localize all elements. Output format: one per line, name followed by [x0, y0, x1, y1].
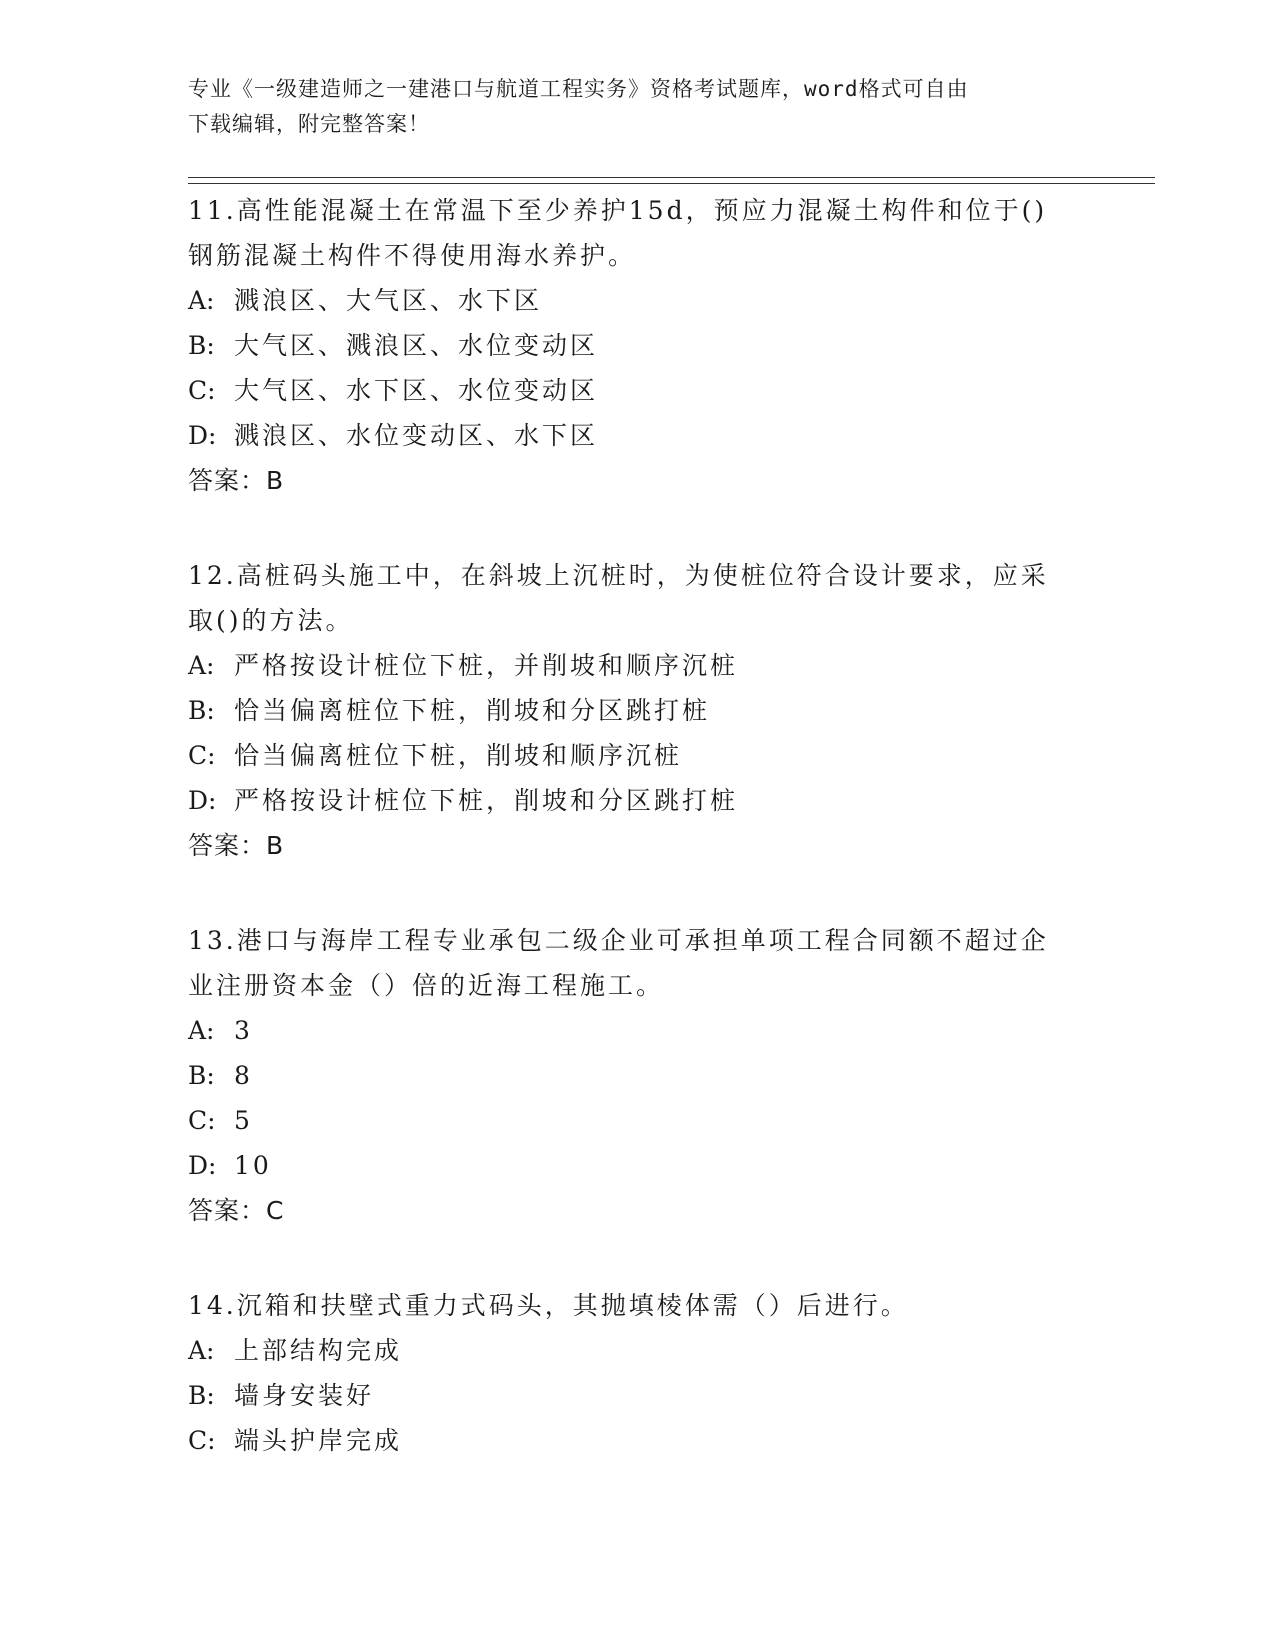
option-label: B: — [188, 696, 215, 725]
option-label: D: — [188, 421, 217, 450]
question-12 — [188, 553, 1088, 868]
option-text: 3 — [234, 1016, 253, 1045]
header-line-1: 专业《一级建造师之一建港口与航道工程实务》资格考试题库，word格式可自由 — [188, 77, 969, 101]
question-stem — [188, 918, 1088, 1008]
question-stem — [188, 188, 1088, 278]
option-b — [188, 323, 1088, 368]
question-stem-line: 13.港口与海岸工程专业承包二级企业可承担单项工程合同额不超过企 — [188, 926, 1049, 955]
question-11 — [188, 188, 1088, 503]
question-stem-line: 14.沉箱和扶壁式重力式码头，其抛填棱体需（）后进行。 — [188, 1291, 909, 1320]
option-text: 恰当偏离桩位下桩，削坡和分区跳打桩 — [234, 696, 711, 725]
option-label: A: — [188, 651, 215, 680]
answer-line: 答案：B — [188, 466, 285, 495]
option-text: 溅浪区、水位变动区、水下区 — [234, 421, 599, 450]
question-14 — [188, 1283, 1088, 1463]
question-stem-line: 12.高桩码头施工中，在斜坡上沉桩时，为使桩位符合设计要求，应采 — [188, 561, 1049, 590]
option-text: 大气区、水下区、水位变动区 — [234, 376, 599, 405]
option-a — [188, 643, 1088, 688]
question-stem-line: 业注册资本金（）倍的近海工程施工。 — [188, 971, 665, 1000]
document-header — [188, 72, 1068, 142]
option-a — [188, 1328, 1088, 1373]
option-label: C: — [188, 741, 216, 770]
option-text: 端头护岸完成 — [234, 1426, 403, 1455]
option-label: A: — [188, 286, 215, 315]
answer-line: 答案：C — [188, 1196, 285, 1225]
option-label: D: — [188, 1151, 217, 1180]
option-text: 大气区、溅浪区、水位变动区 — [234, 331, 599, 360]
option-text: 墙身安装好 — [234, 1381, 375, 1410]
header-divider-bottom — [188, 183, 1155, 184]
option-a — [188, 1008, 1088, 1053]
option-text: 上部结构完成 — [234, 1336, 403, 1365]
option-label: B: — [188, 1381, 215, 1410]
option-text: 8 — [234, 1061, 253, 1090]
option-text: 恰当偏离桩位下桩，削坡和顺序沉桩 — [234, 741, 683, 770]
option-label: A: — [188, 1336, 215, 1365]
question-stem — [188, 1283, 1088, 1328]
option-b — [188, 1373, 1088, 1418]
option-d — [188, 1143, 1088, 1188]
answer-line: 答案：B — [188, 831, 285, 860]
option-d — [188, 413, 1088, 458]
question-13 — [188, 918, 1088, 1233]
option-label: C: — [188, 1426, 216, 1455]
option-text: 严格按设计桩位下桩，削坡和分区跳打桩 — [234, 786, 739, 815]
option-c — [188, 1418, 1088, 1463]
question-stem-line: 11.高性能混凝土在常温下至少养护15d，预应力混凝土构件和位于() — [188, 196, 1048, 225]
option-b — [188, 1053, 1088, 1098]
option-label: D: — [188, 786, 217, 815]
option-label: B: — [188, 1061, 215, 1090]
header-line-2: 下载编辑，附完整答案！ — [188, 112, 430, 136]
option-label: B: — [188, 331, 215, 360]
option-d — [188, 778, 1088, 823]
option-text: 10 — [234, 1151, 272, 1180]
question-stem-line: 钢筋混凝土构件不得使用海水养护。 — [188, 241, 637, 270]
option-b — [188, 688, 1088, 733]
header-divider-top — [188, 177, 1155, 178]
option-c — [188, 1098, 1088, 1143]
option-text: 5 — [234, 1106, 253, 1135]
option-c — [188, 368, 1088, 413]
option-text: 严格按设计桩位下桩，并削坡和顺序沉桩 — [234, 651, 739, 680]
question-stem — [188, 553, 1088, 643]
option-a — [188, 278, 1088, 323]
question-stem-line: 取()的方法。 — [188, 606, 354, 635]
option-c — [188, 733, 1088, 778]
option-text: 溅浪区、大气区、水下区 — [234, 286, 543, 315]
option-label: C: — [188, 1106, 216, 1135]
option-label: C: — [188, 376, 216, 405]
option-label: A: — [188, 1016, 215, 1045]
